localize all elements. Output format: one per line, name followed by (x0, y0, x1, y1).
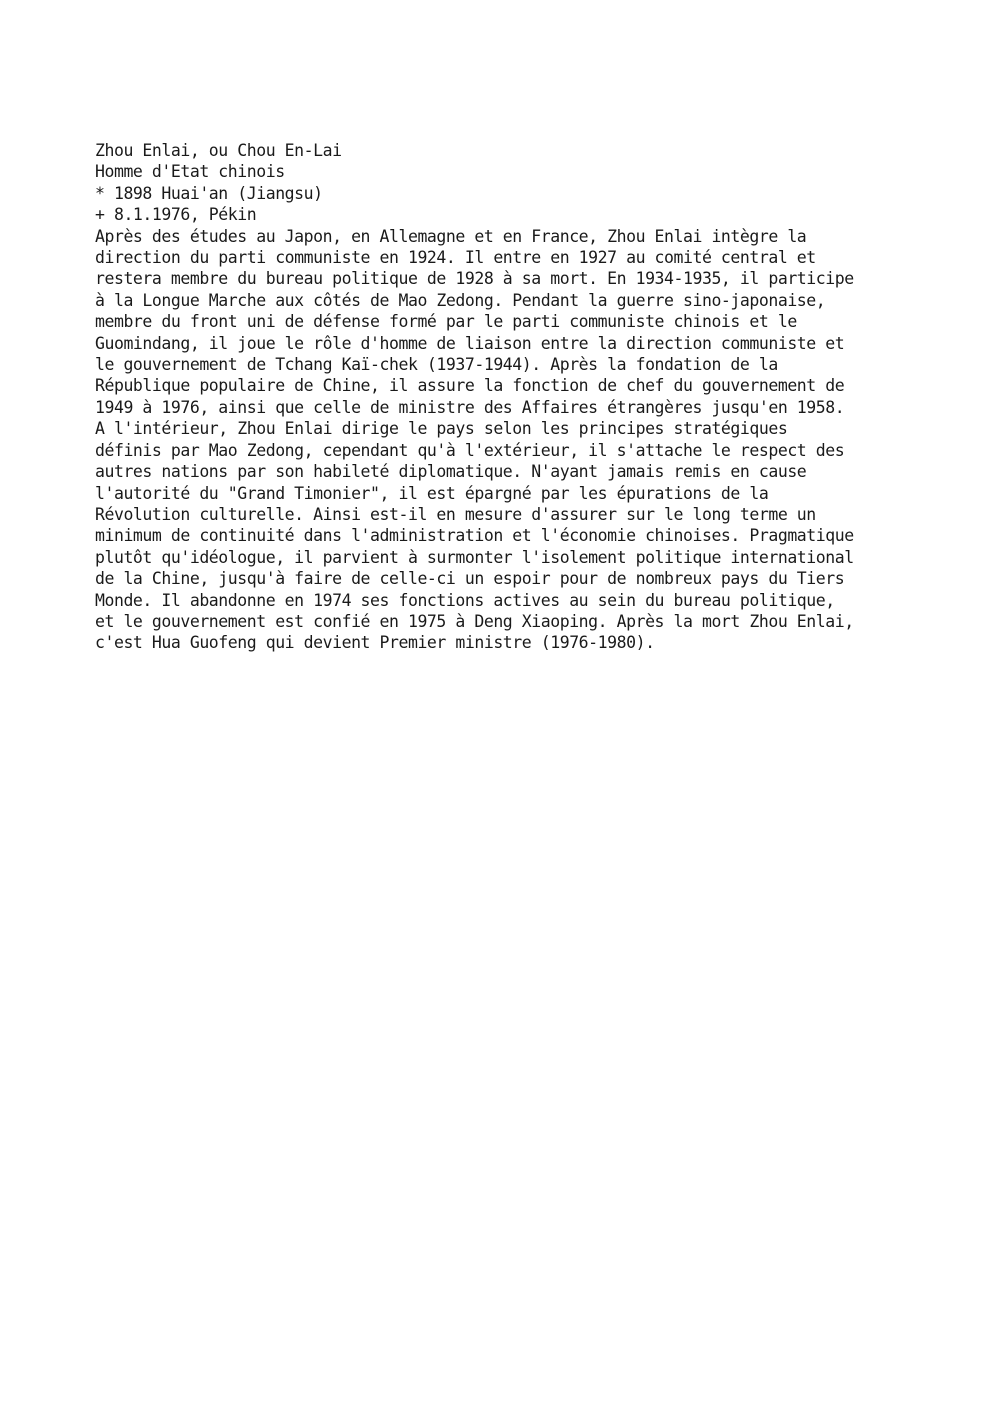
birth-line: * 1898 Huai'an (Jiangsu) (95, 183, 323, 203)
body-line: autres nations par son habileté diplomatique. N'ayant jamais remis en cause (95, 462, 807, 482)
body-line: plutôt qu'idéologue, il parvient à surmonter l'isolement politique international (95, 547, 854, 567)
document-header (95, 140, 915, 226)
body-line: A l'intérieur, Zhou Enlai dirige le pays selon les principes stratégiques (95, 419, 788, 439)
body-line: définis par Mao Zedong, cependant qu'à l'extérieur, il s'attache le respect des (95, 440, 845, 460)
body-line: restera membre du bureau politique de 1928 à sa mort. En 1934-1935, il participe (95, 269, 854, 289)
body-line: Révolution culturelle. Ainsi est-il en mesure d'assurer sur le long terme un (95, 504, 816, 524)
body-line: Monde. Il abandonne en 1974 ses fonctions actives au sein du bureau politique, (95, 590, 835, 610)
document-body (95, 226, 915, 654)
body-line: à la Longue Marche aux côtés de Mao Zedong. Pendant la guerre sino-japonaise, (95, 290, 826, 310)
body-line: Après des études au Japon, en Allemagne et en France, Zhou Enlai intègre la (95, 226, 807, 246)
body-line: membre du front uni de défense formé par le parti communiste chinois et le (95, 312, 797, 332)
body-line: de la Chine, jusqu'à faire de celle-ci un espoir pour de nombreux pays du Tiers (95, 569, 845, 589)
body-line: Guomindang, il joue le rôle d'homme de liaison entre la direction communiste et (95, 333, 845, 353)
document-subtitle: Homme d'Etat chinois (95, 162, 285, 182)
document-page (95, 140, 915, 654)
body-line: République populaire de Chine, il assure la fonction de chef du gouvernement de (95, 376, 845, 396)
body-line: le gouvernement de Tchang Kaï-chek (1937-1944). Après la fondation de la (95, 355, 778, 375)
document-title: Zhou Enlai, ou Chou En-Lai (95, 141, 342, 160)
body-line: c'est Hua Guofeng qui devient Premier ministre (1976-1980). (95, 633, 655, 653)
body-line: direction du parti communiste en 1924. Il entre en 1927 au comité central et (95, 248, 816, 268)
body-line: et le gouvernement est confié en 1975 à Deng Xiaoping. Après la mort Zhou Enlai, (95, 611, 854, 631)
body-line: 1949 à 1976, ainsi que celle de ministre des Affaires étrangères jusqu'en 1958. (95, 397, 845, 417)
death-line: + 8.1.1976, Pékin (95, 205, 257, 225)
body-line: minimum de continuité dans l'administration et l'économie chinoises. Pragmatique (95, 526, 854, 546)
body-line: l'autorité du "Grand Timonier", il est épargné par les épurations de la (95, 483, 769, 503)
